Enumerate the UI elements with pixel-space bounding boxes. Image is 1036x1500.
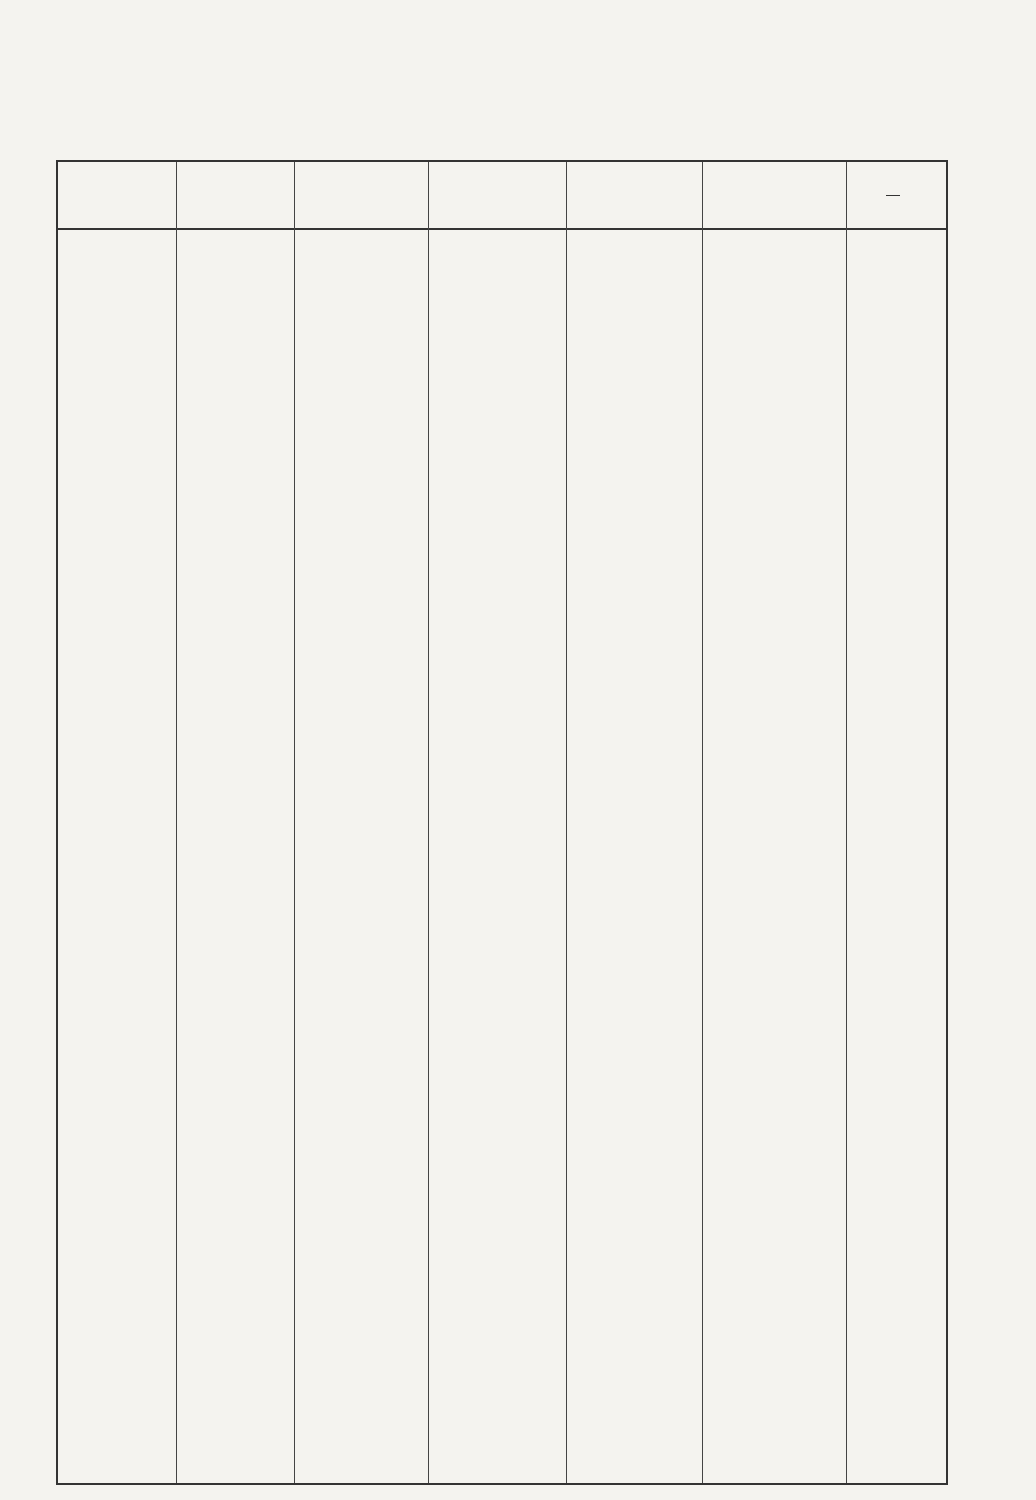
header-quarter-pi-n2 <box>846 162 946 228</box>
header-n <box>58 162 176 228</box>
header-sqrt-n <box>294 162 428 228</box>
table-header-row <box>58 162 946 230</box>
header-n-squared <box>176 162 294 228</box>
header-cbrt-n <box>566 162 702 228</box>
header-pi-n <box>702 162 846 228</box>
constants-table <box>56 160 948 1485</box>
header-n-cubed <box>428 162 566 228</box>
